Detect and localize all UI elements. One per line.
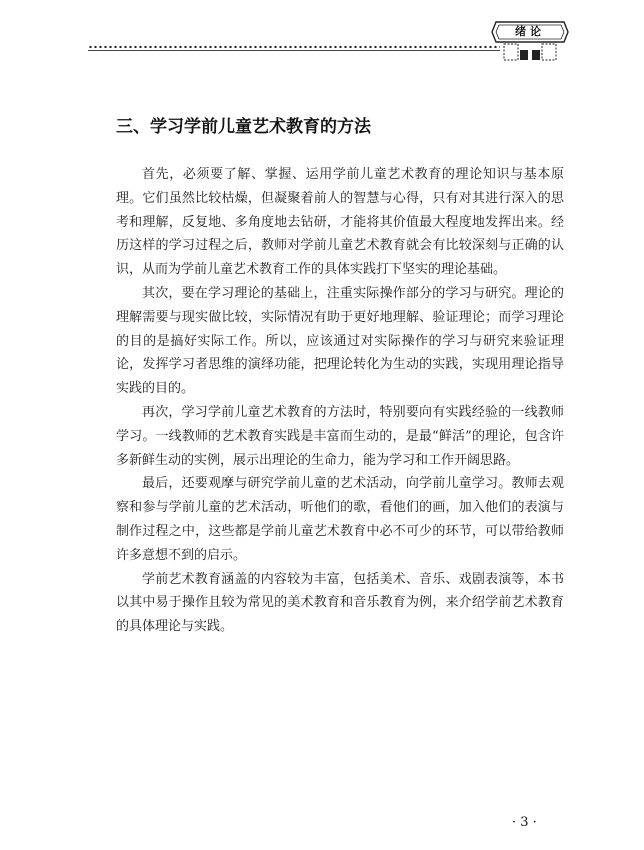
chapter-label: 绪论: [515, 25, 545, 38]
paragraph: 其次，要在学习理论的基础上，注重实际操作部分的学习与研究。理论的理解需要与现实做比较，实际情况有助于更好地理解、验证理论；而学习理论的目的是搞好实际工作。所以，应该通过对实际操作的学习与研究来验证理论，发挥学习者思维的演绎功能，把理论转化为生动的实践，实现用理论指导实践的目的。: [116, 285, 564, 397]
chapter-tab-frame-icon: [490, 14, 570, 66]
header-line: [88, 50, 500, 51]
paragraph: 首先，必须要了解、掌握、运用学前儿童艺术教育的理论知识与基本原理。它们虽然比较枯燥，但凝聚着前人的智慧与心得，只有对其进行深入的思考和理解，反复地、多角度地去钻研，才能将其价值最大程度地发挥出来。经历这样的学习过程之后，教师对学前儿童艺术教育就会有比较深刻与正确的认识，从而为学前儿童艺术教育工作的具体实践打下坚实的理论基础。: [116, 167, 564, 278]
paragraph: 学前艺术教育涵盖的内容较为丰富，包括美术、音乐、戏剧表演等，本书以其中易于操作且较为常见的美术教育和音乐教育为例，来介绍学前艺术教育的具体理论与实践。: [116, 571, 564, 635]
chapter-tab: [490, 14, 570, 66]
page-number: · 3 ·: [512, 815, 537, 830]
paragraph: 最后，还要观摩与研究学前儿童的艺术活动，向学前儿童学习。教师去观察和参与学前儿童的艺术活动，听他们的歌，看他们的画，加入他们的表演与制作过程之中，这些都是学前儿童艺术教育中必不可少的环节，可以带给教师许多意想不到的启示。: [116, 476, 564, 563]
body-text: [116, 163, 564, 639]
section-title: 三、学习学前儿童艺术教育的方法: [116, 117, 371, 137]
paragraph: 再次，学习学前儿童艺术教育的方法时，特别要向有实践经验的一线教师学习。一线教师的艺术教育实践是丰富而生动的，是最“鲜活”的理论，包含许多新鲜生动的实例，展示出理论的生命力，能为学习和工作开阔思路。: [116, 404, 564, 468]
